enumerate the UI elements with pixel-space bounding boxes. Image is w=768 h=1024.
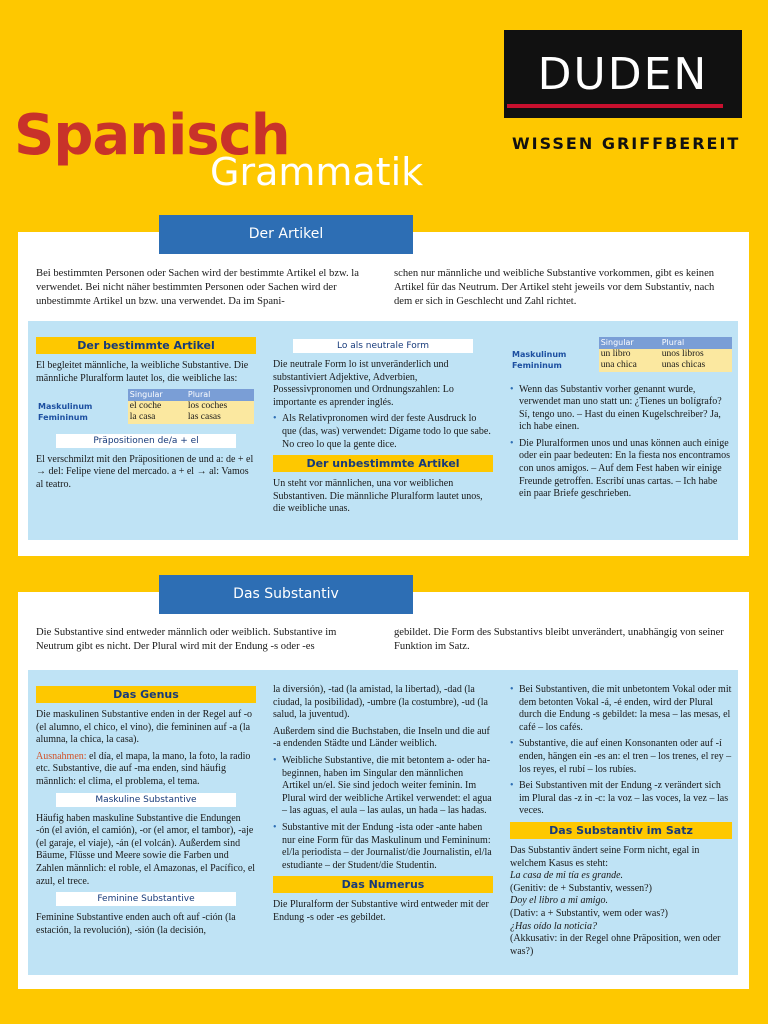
neutral-bullet: • Als Relativpronomen wird der feste Ausdruck lo que (das, was) verwendet: Dígame todo lo que sabe. No creo lo que la gente dice. [273, 413, 493, 451]
example-genitiv-note: (Genitiv: de + Substantiv, wessen?) [510, 882, 652, 894]
numerus-text: Die Pluralform der Substantive wird entweder mit der Endung -s oder -es gebildet. [273, 899, 489, 923]
table-row-label: Femininum [512, 361, 562, 370]
table-header: Plural [660, 337, 732, 349]
unbestimmt-table [510, 337, 732, 372]
table-cell: el coche [128, 401, 186, 413]
table-cell: los coches [186, 401, 254, 413]
feminine-heading: Feminine Substantive [56, 892, 236, 906]
betontem-a-bullet: • Weibliche Substantive, die mit betontem a- oder ha- beginnen, haben im Singular den männlichen Artikel un/el. Sie sind jedoch weiter feminin. Im Plural wird der weibliche Artikel verwendet: el agua – las aguas, el aula – las aulas, un hada – las hadas. [273, 755, 493, 818]
table-cell: unas chicas [660, 360, 732, 372]
genus-heading: Das Genus [36, 686, 256, 703]
table-header: Singular [599, 337, 660, 349]
ausnahmen-text: el día, el mapa, la mano, la foto, la radio etc. Substantive, die auf -ma enden, sind häufig männlich: el clima, el problema, el tema. [36, 750, 251, 787]
feminine-endings-text: la diversión), -tad (la amistad, la libertad), -dad (la ciudad, la posibilidad), -umbre (la costumbre), -ud (la salud, la juventud). [273, 684, 488, 721]
tagline: WISSEN GRIFFBEREIT [512, 134, 741, 153]
substantiv-heading: Das Substantiv [159, 575, 413, 614]
vokal-bullet: • Bei Substantiven, die mit unbetontem Vokal oder mit dem betonten Vokal -á, -é enden, wird der Plural durch die Endung -s gebildet: la mesa – las mesas, el café – los cafés. [510, 684, 732, 734]
logo-red-bar [507, 104, 723, 108]
duden-logo: DUDEN [504, 30, 742, 118]
maskuline-text: Häufig haben maskuline Substantive die Endungen -ón (el avión, el camión), -or (el amor, el tambor), -aje (el garaje, el viaje), -án (el volcán). Außerdem sind Bäume, Flüsse und Meere sowie die Farben und Zahlen männlich: el roble, el Amazonas, el Pacífico, el azul, el trece. [36, 812, 256, 887]
z-bullet: • Bei Substantiven mit der Endung -z verändert sich im Plural das -z in -c: la voz – las voces, la vez – las veces. [510, 780, 732, 818]
satz-heading: Das Substantiv im Satz [510, 822, 732, 839]
example-akkusativ: ¿Has oído la noticia? [510, 920, 597, 932]
example-genitiv: La casa de mi tía es grande. [510, 870, 624, 882]
substantiv-col-right [510, 684, 732, 958]
konsonant-bullet: • Substantive, die auf einen Konsonanten oder auf -í enden, hängen ein -es an: el tren – los trenes, el rey – los reyes, el rubí – los rubíes. [510, 738, 732, 776]
page-title: Spanisch [14, 103, 290, 168]
substantiv-intro-right: gebildet. Die Form des Substantivs bleibt unverändert, unabhängig von seiner Funktion im Satz. [394, 627, 724, 652]
substantiv-col-left [36, 684, 256, 941]
feminine-text: Feminine Substantive enden auch oft auf -ción (la estación, la revolución), -sión (la decisión, [36, 912, 236, 936]
substantiv-intro-left: Die Substantive sind entweder männlich oder weiblich. Substantive im Neutrum gibt es nicht. Der Plural wird mit der Endung -s oder -es [36, 627, 337, 652]
artikel-intro-right: schen nur männliche und weibliche Substantive vorkommen, gibt es keinen Artikel für das Neutrum. Der Artikel steht jeweils vor dem Substantiv, nach dem er sich in Geschlecht und Zahl richtet. [394, 268, 715, 307]
table-cell: las casas [186, 412, 254, 424]
artikel-heading: Der Artikel [159, 215, 413, 254]
neutral-text: Die neutrale Form lo ist unveränderlich und substantiviert Adjektive, Adverbien, Possessivpronomen und Ordnungszahlen: Lo importante es aprender inglés. [273, 359, 454, 408]
example-akkusativ-note: (Akkusativ: in der Regel ohne Präposition, wen oder was?) [510, 933, 721, 957]
ista-bullet: • Substantive mit der Endung -ista oder -ante haben nur eine Form für das Maskulinum und Femininum: el/la periodista – der Journalist/die Journalistin, el/la estudiante – der Student/die Studentin. [273, 822, 493, 872]
table-row-label: Maskulinum [38, 401, 93, 411]
table-cell: una chica [599, 360, 660, 372]
unbestimmt-heading: Der unbestimmte Artikel [273, 455, 493, 472]
table-header: Plural [186, 389, 254, 401]
bestimmt-text: El begleitet männliche, la weibliche Substantive. Die männliche Pluralform lautet los, die weibliche las: [36, 360, 249, 384]
table-cell: un libro [599, 349, 660, 361]
maskuline-heading: Maskuline Substantive [56, 793, 236, 807]
example-dativ-note: (Dativ: a + Substantiv, wem oder was?) [510, 907, 669, 919]
numerus-heading: Das Numerus [273, 876, 493, 893]
genus-text: Die maskulinen Substantive enden in der Regel auf -o (el alumno, el chico, el vino), die femininen auf -a (la alumna, la chica, la casa). [36, 709, 253, 746]
bestimmt-heading: Der bestimmte Artikel [36, 337, 256, 354]
table-row-label: Maskulinum [512, 349, 567, 359]
uno-bullet: • Wenn das Substantiv vorher genannt wurde, verwendet man uno statt un: ¿Tienes un bolígrafo? Sí, tengo uno. – Hast du einen Kugelschreiber? Ja, ich habe einen. [510, 384, 732, 434]
table-cell: la casa [128, 412, 186, 424]
artikel-col-right [510, 335, 732, 505]
unos-bullet: • Die Pluralformen unos und unas können auch einige oder ein paar bedeuten: En la fiesta nos encontramos con unos amigos. – Auf dem Fest haben wir einige Freunde getroffen. Escribí unas cartas. – Ich habe ein paar Briefe geschrieben. [510, 438, 732, 501]
artikel-col-left [36, 335, 256, 495]
bestimmt-table [36, 389, 254, 424]
table-cell: unos libros [660, 349, 732, 361]
artikel-col-middle [273, 335, 493, 520]
feminine-other-text: Außerdem sind die Buchstaben, die Inseln und die auf -a endenden Städte und Länder weiblich. [273, 725, 490, 750]
artikel-intro-left: Bei bestimmten Personen oder Sachen wird der bestimmte Artikel el bzw. la verwendet. Bei nicht näher bestimmten Personen oder Sachen wird der unbestimmte Artikel un bzw. una verwendet. Da im Spani- [36, 268, 359, 307]
table-row-label: Femininum [38, 413, 88, 423]
substantiv-col-middle [273, 684, 493, 929]
page-subtitle: Grammatik [210, 150, 424, 194]
example-dativ: Doy el libro a mi amigo. [510, 895, 608, 907]
ausnahmen-label: Ausnahmen: [36, 750, 87, 762]
satz-intro: Das Substantiv ändert seine Form nicht, egal in welchem Kasus es steht: [510, 844, 700, 869]
prep-heading: Präpositionen de/a + el [56, 434, 236, 448]
table-header: Singular [128, 389, 186, 401]
neutral-heading: Lo als neutrale Form [293, 339, 473, 353]
unbestimmt-text: Un steht vor männlichen, una vor weiblichen Substantiven. Die männliche Pluralform lautet unos, die weibliche unas. [273, 478, 483, 515]
prep-text: El verschmilzt mit den Präpositionen de und a: de + el → del: Felipe viene del mercado. a + el → al: Vamos al teatro. [36, 453, 254, 490]
